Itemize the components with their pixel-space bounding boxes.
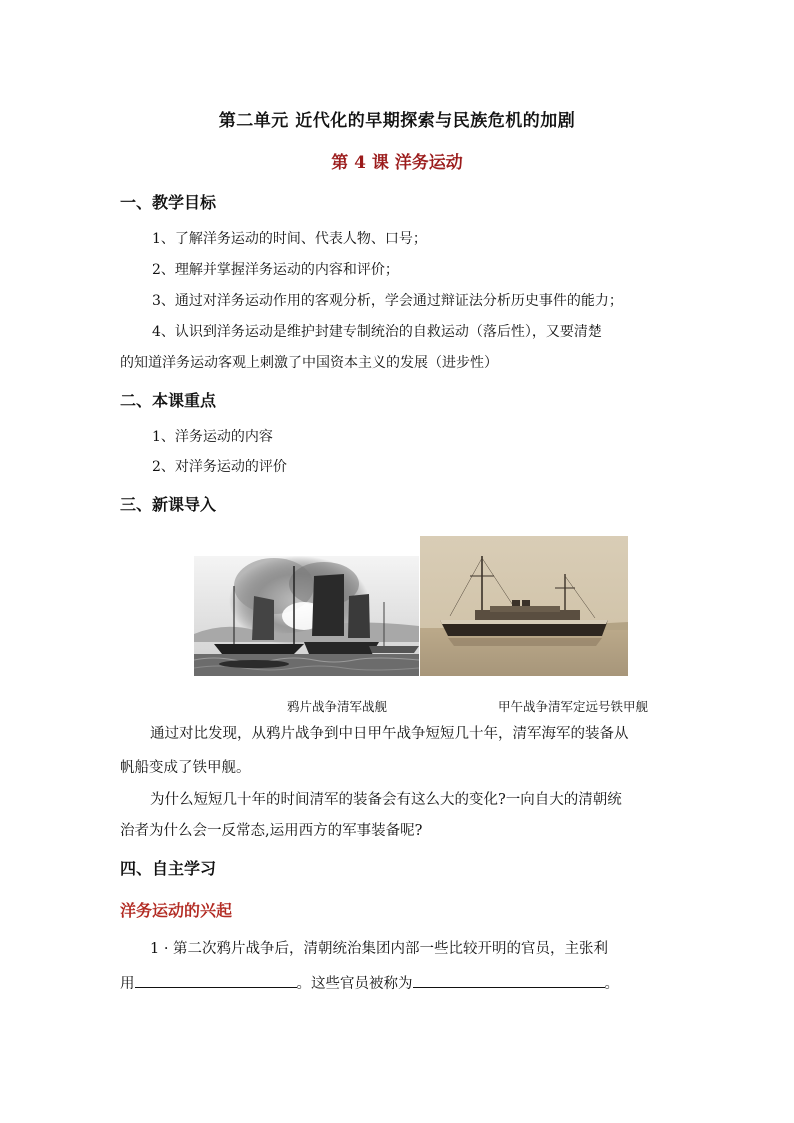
key-point-item: 1、洋务运动的内容 — [152, 429, 273, 445]
dingyuan-ironclad-photo — [420, 536, 628, 676]
question-1-line-2 — [120, 970, 619, 999]
intro-paragraph-1-line-1: 通过对比发现，从鸦片战争到中日甲午战争短短几十年，清军海军的装备从 — [150, 726, 629, 742]
question-1-end: 。 — [604, 976, 619, 992]
intro-paragraph-2-line-1: 为什么短短几十年的时间清军的装备会有这么大的变化?一向自大的清朝统 — [150, 792, 622, 808]
question-1-line-1: 1 · 第二次鸦片战争后，清朝统治集团内部一些比较开明的官员，主张利 — [150, 941, 609, 957]
section-heading-key-points: 二、本课重点 — [120, 391, 217, 410]
answer-blank-1[interactable] — [135, 973, 297, 988]
key-point-item: 2、对洋务运动的评价 — [152, 459, 287, 475]
objective-item: 1、了解洋务运动的时间、代表人物、口号； — [152, 231, 427, 247]
answer-blank-2[interactable] — [413, 973, 605, 988]
lesson-title: 第 4 课 洋务运动 — [331, 153, 463, 173]
section-heading-self-study: 四、自主学习 — [120, 859, 217, 878]
question-1-middle: 。这些官员被称为 — [296, 976, 413, 992]
objective-item: 3、通过对洋务运动作用的客观分析，学会通过辩证法分析历史事件的能力； — [152, 293, 623, 309]
objective-item: 4、认识到洋务运动是维护封建专制统治的自救运动（落后性），又要清楚 — [152, 324, 602, 340]
section-heading-objectives: 一、教学目标 — [120, 193, 217, 212]
unit-title: 第二单元 近代化的早期探索与民族危机的加剧 — [218, 111, 576, 131]
opium-war-battleship-illustration — [194, 556, 419, 676]
image-caption-dingyuan: 甲午战争清军定远号铁甲舰 — [498, 699, 649, 714]
subheading-rise-of-movement: 洋务运动的兴起 — [120, 901, 233, 920]
opium-war-battleship-image — [194, 556, 419, 676]
objective-item-continued: 的知道洋务运动客观上刺激了中国资本主义的发展（进步性） — [120, 355, 498, 371]
intro-paragraph-1-line-2: 帆船变成了铁甲舰。 — [120, 760, 251, 776]
dingyuan-ironclad-image — [420, 536, 628, 676]
objective-item: 2、理解并掌握洋务运动的内容和评价； — [152, 262, 399, 278]
section-heading-introduction: 三、新课导入 — [120, 495, 217, 514]
question-1-prefix: 用 — [120, 976, 135, 992]
intro-paragraph-2-line-2: 治者为什么会一反常态,运用西方的军事装备呢? — [120, 823, 423, 839]
image-caption-opium-war: 鸦片战争清军战舰 — [287, 699, 388, 714]
